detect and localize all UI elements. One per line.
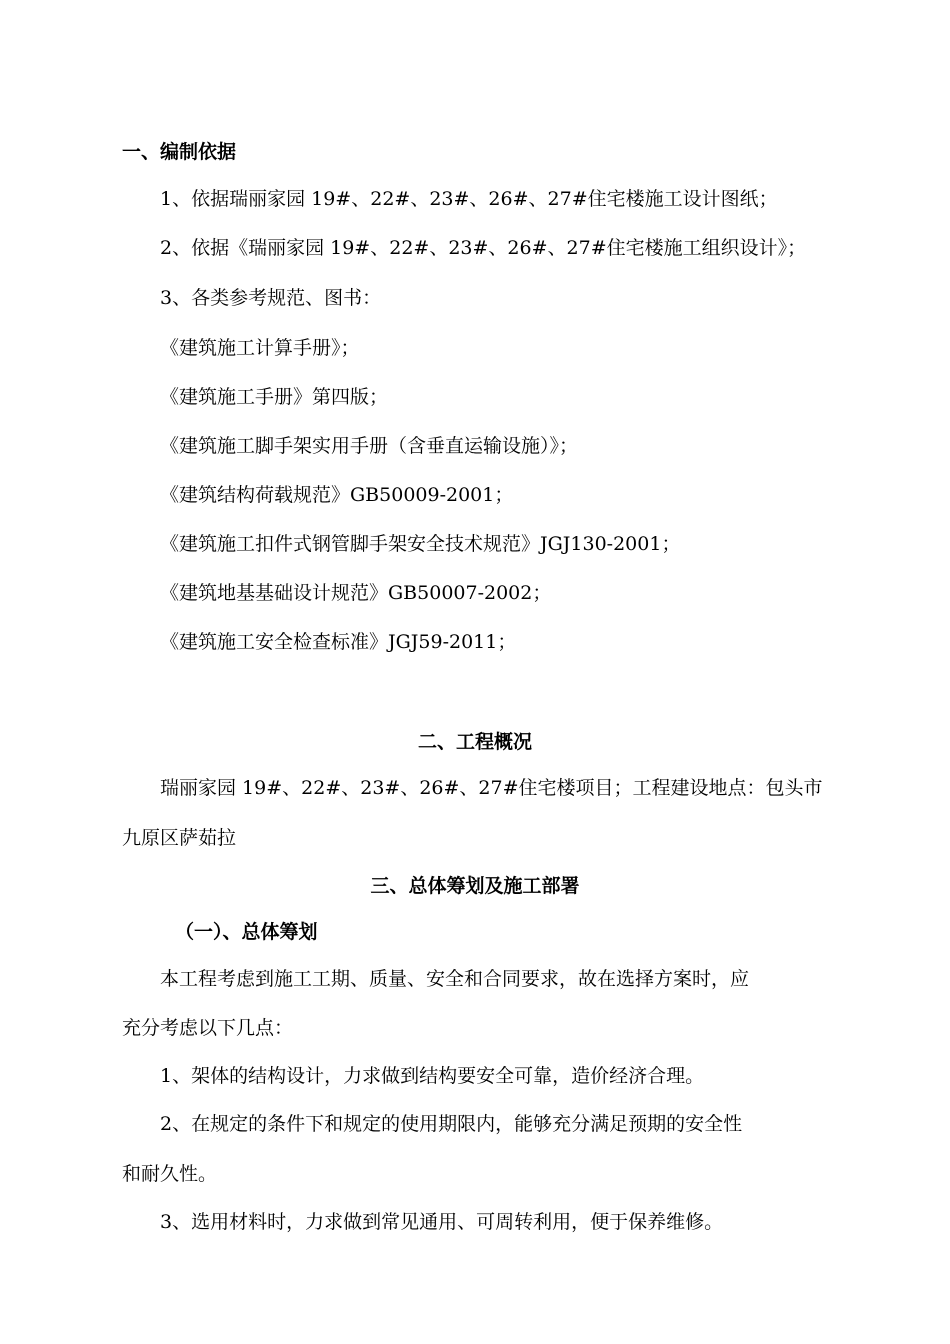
overview-text-line-2: 九原区萨茹拉 (122, 827, 237, 849)
overview-text-line-1: 瑞丽家园 19#、22#、23#、26#、27#住宅楼项目；工程建设地点：包头市 (160, 777, 823, 799)
reference-item: 《建筑结构荷载规范》GB50009-2001； (160, 484, 514, 506)
planning-intro-line-1: 本工程考虑到施工工期、质量、安全和合同要求，故在选择方案时，应 (160, 968, 750, 990)
section-heading-overview: 二、工程概况 (417, 731, 532, 753)
section-heading-planning: 三、总体筹划及施工部署 (370, 875, 580, 897)
reference-item: 《建筑施工手册》第四版； (160, 386, 389, 408)
reference-item: 《建筑施工安全检查标准》JGJ59-2011； (160, 631, 517, 653)
basis-item-3: 3、各类参考规范、图书： (160, 287, 382, 309)
reference-item: 《建筑施工脚手架实用手册（含垂直运输设施）》； (160, 435, 579, 457)
planning-point-1: 1、架体的结构设计，力求做到结构要安全可靠，造价经济合理。 (160, 1065, 705, 1087)
basis-item-1: 1、依据瑞丽家园 19#、22#、23#、26#、27#住宅楼施工设计图纸； (160, 188, 778, 210)
basis-item-2: 2、依据《瑞丽家园 19#、22#、23#、26#、27#住宅楼施工组织设计》； (160, 237, 807, 259)
reference-item: 《建筑施工计算手册》； (160, 337, 360, 359)
planning-intro-line-2: 充分考虑以下几点： (122, 1017, 294, 1039)
planning-point-2-line-1: 2、在规定的条件下和规定的使用期限内，能够充分满足预期的安全性 (160, 1113, 743, 1135)
reference-item: 《建筑地基基础设计规范》GB50007-2002； (160, 582, 552, 604)
subsection-heading-overall-planning: （一）、总体筹划 (175, 921, 318, 943)
section-heading-basis: 一、编制依据 (122, 141, 237, 163)
reference-item: 《建筑施工扣件式钢管脚手架安全技术规范》JGJ130-2001； (160, 533, 681, 555)
planning-point-2-line-2: 和耐久性。 (122, 1163, 218, 1185)
planning-point-3: 3、选用材料时，力求做到常见通用、可周转利用，便于保养维修。 (160, 1211, 724, 1233)
